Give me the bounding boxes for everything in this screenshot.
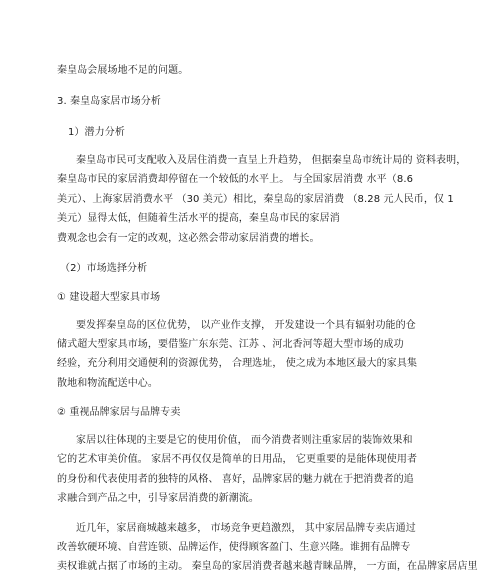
paragraph-line: 求融合到产品之中，引导家居消费的新潮流。	[57, 493, 259, 504]
paragraph-line: 经验，充分利用交通便利的资源优势， 合理选址， 使之成为本地区最大的家具集	[57, 358, 418, 369]
paragraph-line: 美元）显得太低，但随着生活水平的提高，秦皇岛市民的家居消	[57, 213, 340, 224]
paragraph-line: 美元）、上海家居消费水平 （30 美元）相比，秦皇岛的家居消费 （8.28 元人民币，仅 1	[57, 194, 454, 205]
section-heading: 3. 秦皇岛家居市场分析	[57, 96, 161, 107]
paragraph-line: 秦皇岛市民的家居消费却停留在一个较低的水平上。 与全国家居消费 水平（8.6	[57, 174, 414, 185]
paragraph-line: 改善软硬环境、自营连锁、品牌运作，使得顾客盈门、生意兴隆。谁拥有品牌专	[57, 542, 411, 553]
paragraph-line: 家居以往体现的主要是它的使用价值， 而今消费者则注重家居的装饰效果和	[76, 435, 413, 446]
subsection-heading: 1）潜力分析	[68, 127, 125, 138]
paragraph-line: 它的艺术审美价值。 家居不再仅仅是简单的日用品， 它更重要的是能体现使用者	[57, 454, 418, 465]
item-heading: ② 重视品牌家居与品牌专卖	[57, 407, 181, 418]
paragraph-line: 卖权谁就占据了市场的主动。 秦皇岛的家居消费者越来越青睐品牌， 一方面，在品牌家居店里	[57, 561, 478, 572]
paragraph-line: 储式超大型家具市场，要借鉴广东东莞、江苏 、河北香河等超大型市场的成功	[57, 339, 404, 350]
item-heading: ① 建设超大型家具市场	[57, 292, 161, 303]
paragraph-line: 散地和物流配送中心。	[57, 378, 158, 389]
paragraph-line: 要发挥秦皇岛的区位优势， 以产业作支撑， 开发建设一个具有辐射功能的仓	[76, 320, 416, 331]
paragraph-line: 近几年，家居商城越来越多， 市场竞争更趋激烈， 其中家居品牌专卖店通过	[76, 523, 416, 534]
subsection-heading: （2）市场选择分析	[60, 263, 148, 274]
intro-tail-text: 秦皇岛会展场地不足的问题。	[57, 65, 189, 76]
paragraph-line: 费观念也会有一定的改观，这必然会带动家居消费的增长。	[57, 233, 320, 244]
paragraph-line: 的身份和代表使用者的独特的风格、 喜好，品牌家居的魅力就在于把消费者的追	[57, 474, 414, 485]
paragraph-line: 秦皇岛市民可支配收入及居住消费一直呈上升趋势， 但据秦皇岛市统计局的 资料表明，	[76, 155, 467, 166]
